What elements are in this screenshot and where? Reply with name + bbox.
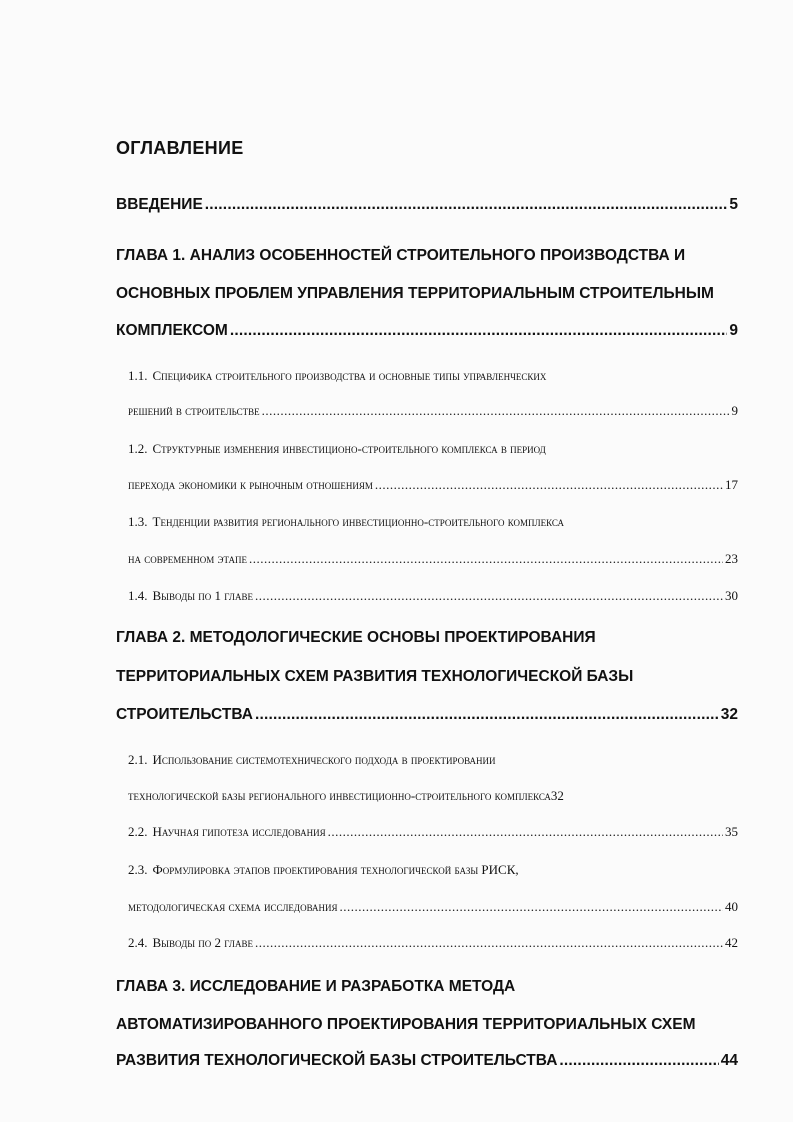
toc-chapter-1-line-2[interactable]	[116, 285, 738, 303]
dot-leader	[249, 551, 723, 567]
toc-title: ОГЛАВЛЕНИЕ	[116, 138, 244, 158]
toc-section-2-4[interactable]	[128, 935, 738, 951]
section-number: 1.3.	[128, 514, 148, 529]
toc-section-1-3-line-2[interactable]	[128, 551, 738, 567]
toc-chapter-2-line-3[interactable]	[116, 706, 738, 724]
dot-leader	[328, 824, 723, 840]
entry-text: СТРОИТЕЛЬСТВА	[116, 706, 253, 723]
toc-chapter-1-line-1[interactable]	[116, 247, 738, 265]
toc-section-2-1-line-2[interactable]	[128, 788, 738, 804]
dot-leader	[255, 935, 723, 951]
page-number: 32	[550, 788, 564, 803]
entry-text: ГЛАВА 2. МЕТОДОЛОГИЧЕСКИЕ ОСНОВЫ ПРОЕКТИРОВАНИЯ	[116, 629, 596, 646]
section-number: 2.1.	[128, 752, 148, 767]
entry-text: АВТОМАТИЗИРОВАННОГО ПРОЕКТИРОВАНИЯ ТЕРРИТОРИАЛЬНЫХ СХЕМ	[116, 1016, 696, 1033]
toc-section-1-2-line-1[interactable]	[128, 441, 738, 457]
entry-text: Научная гипотеза исследования	[152, 824, 326, 839]
toc-section-1-1-line-1[interactable]	[128, 368, 738, 384]
page-number: 9	[731, 403, 738, 418]
dot-leader	[255, 706, 719, 724]
page-number: 5	[729, 196, 738, 213]
toc-chapter-3-line-2[interactable]	[116, 1016, 738, 1034]
toc-chapter-3-line-1[interactable]	[116, 978, 738, 996]
section-number: 2.3.	[128, 862, 148, 877]
entry-text: на современном этапе	[128, 551, 247, 566]
toc-section-2-3-line-1[interactable]	[128, 862, 738, 878]
entry-text: КОМПЛЕКСОМ	[116, 322, 228, 339]
entry-text: Специфика строительного производства и основные типы управленческих	[152, 368, 547, 383]
dot-leader	[340, 899, 723, 915]
toc-section-2-2[interactable]	[128, 824, 738, 840]
entry-text: Выводы по 2 главе	[152, 935, 253, 950]
dot-leader	[255, 588, 723, 604]
section-number: 1.2.	[128, 441, 148, 456]
dot-leader	[230, 322, 728, 340]
dot-leader	[205, 196, 728, 214]
entry-text: перехода экономики к рыночным отношениям	[128, 477, 373, 492]
page-number: 30	[725, 588, 738, 603]
entry-text: ГЛАВА 3. ИССЛЕДОВАНИЕ И РАЗРАБОТКА МЕТОДА	[116, 978, 516, 995]
entry-text: методологическая схема исследования	[128, 899, 338, 914]
page-number: 32	[720, 706, 738, 723]
toc-section-1-4[interactable]	[128, 588, 738, 604]
toc-section-2-3-line-2[interactable]	[128, 899, 738, 915]
page-number: 44	[720, 1052, 738, 1069]
toc-chapter-2-line-2[interactable]	[116, 668, 738, 686]
toc-section-1-2-line-2[interactable]	[128, 477, 738, 493]
page-number: 35	[725, 824, 738, 839]
entry-text: РАЗВИТИЯ ТЕХНОЛОГИЧЕСКОЙ БАЗЫ СТРОИТЕЛЬСТВА	[116, 1052, 558, 1069]
toc-section-2-1-line-1[interactable]	[128, 752, 738, 768]
entry-text: Формулировка этапов проектирования технологической базы РИСК,	[152, 862, 519, 877]
page-number: 42	[725, 935, 738, 950]
section-number: 1.4.	[128, 588, 148, 603]
dot-leader	[559, 1052, 718, 1070]
entry-text: Выводы по 1 главе	[152, 588, 253, 603]
entry-text: ТЕРРИТОРИАЛЬНЫХ СХЕМ РАЗВИТИЯ ТЕХНОЛОГИЧЕСКОЙ БАЗЫ	[116, 668, 634, 685]
dot-leader	[262, 403, 730, 419]
section-number: 2.2.	[128, 824, 148, 839]
toc-chapter-1-line-3[interactable]	[116, 322, 738, 340]
page-number: 23	[725, 551, 738, 566]
page-number: 17	[725, 477, 738, 492]
toc-section-1-3-line-1[interactable]	[128, 514, 738, 530]
entry-text: решений в строительстве	[128, 403, 260, 418]
entry-text: ВВЕДЕНИЕ	[116, 196, 203, 213]
page-number: 9	[729, 322, 738, 339]
entry-text: ГЛАВА 1. АНАЛИЗ ОСОБЕННОСТЕЙ СТРОИТЕЛЬНОГО ПРОИЗВОДСТВА И	[116, 247, 686, 264]
dot-leader	[375, 477, 723, 493]
entry-text: технологической базы регионального инвестиционно-строительного комплекса	[128, 788, 551, 803]
toc-chapter-3-line-3[interactable]	[116, 1052, 738, 1070]
page-number: 40	[725, 899, 738, 914]
entry-text: ОСНОВНЫХ ПРОБЛЕМ УПРАВЛЕНИЯ ТЕРРИТОРИАЛЬНЫМ СТРОИТЕЛЬНЫМ	[116, 285, 714, 302]
section-number: 1.1.	[128, 368, 148, 383]
toc-entry-intro[interactable]	[116, 196, 738, 214]
entry-text: Использование системотехнического подхода в проектировании	[152, 752, 496, 767]
toc-section-1-1-line-2[interactable]	[128, 403, 738, 419]
entry-text: Тенденции развития регионального инвестиционно-строительного комплекса	[152, 514, 564, 529]
entry-text: Структурные изменения инвестиционо-строительного комплекса в период	[152, 441, 546, 456]
section-number: 2.4.	[128, 935, 148, 950]
toc-chapter-2-line-1[interactable]	[116, 629, 738, 647]
